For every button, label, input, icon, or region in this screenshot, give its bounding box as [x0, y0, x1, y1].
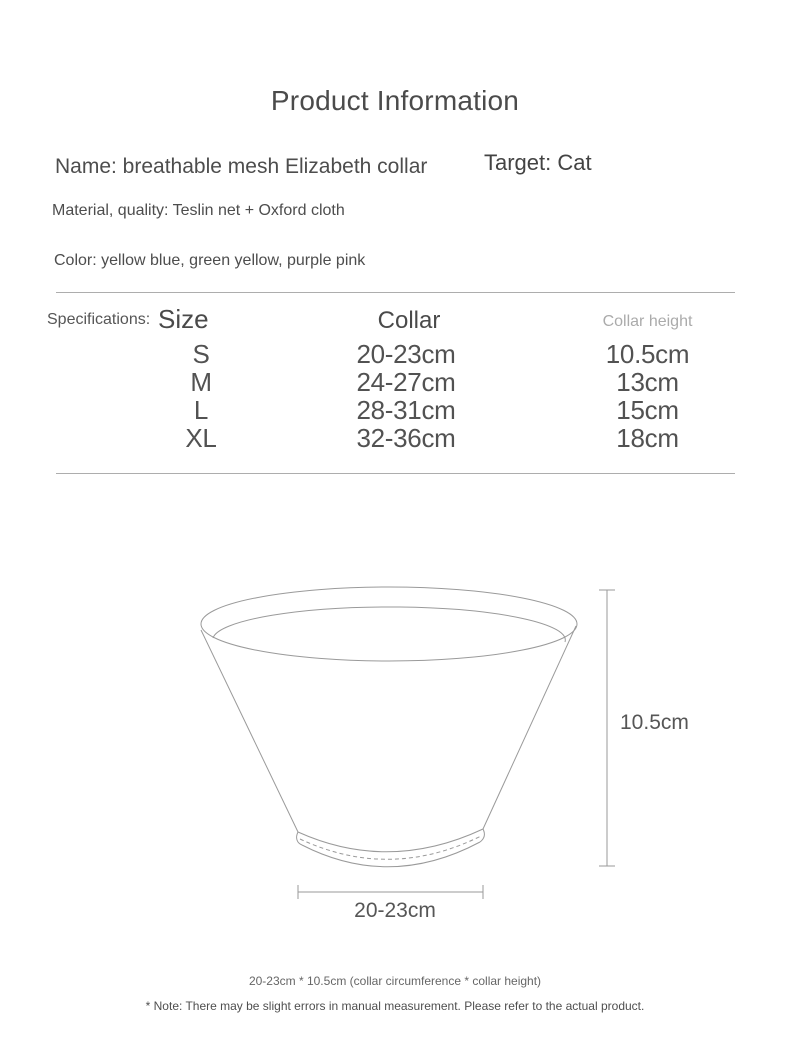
width-dimension-line — [298, 885, 483, 899]
footer-note-text: * Note: There may be slight errors in manual measurement. Please refer to the actual product. — [145, 999, 645, 1013]
divider-top — [56, 292, 735, 293]
height-cell: 15cm — [616, 395, 679, 425]
cone-outline — [201, 587, 577, 832]
height-dimension-line — [599, 590, 615, 866]
product-target-text: Target: Cat — [484, 150, 592, 175]
table-row — [0, 340, 790, 368]
height-cell: 10.5cm — [605, 339, 690, 369]
product-name-text: Name: breathable mesh Elizabeth collar — [55, 155, 428, 178]
height-dimension-label: 10.5cm — [620, 711, 689, 734]
collar-cone-drawing — [150, 560, 690, 940]
size-cell: S — [192, 339, 210, 369]
divider-bottom — [56, 473, 735, 474]
collar-cell: 32-36cm — [356, 423, 456, 453]
width-dimension-label: 20-23cm — [354, 899, 436, 922]
collar-cell: 20-23cm — [356, 339, 456, 369]
page-title: Product Information — [270, 85, 520, 116]
collar-cell: 28-31cm — [356, 395, 456, 425]
column-header-collar: Collar — [377, 307, 441, 334]
table-row — [0, 424, 790, 452]
column-header-size: Size — [158, 304, 209, 334]
specifications-label: Specifications: — [47, 311, 151, 328]
cone-bottom-band — [297, 829, 485, 867]
product-color-text: Color: yellow blue, green yellow, purple pink — [54, 252, 366, 269]
size-cell: L — [193, 395, 209, 425]
size-cell: M — [190, 367, 212, 397]
size-cell: XL — [185, 423, 217, 453]
column-header-collar-height: Collar height — [602, 313, 693, 330]
table-row — [0, 396, 790, 424]
height-cell: 13cm — [616, 367, 679, 397]
product-material-text: Material, quality: Teslin net + Oxford cloth — [52, 202, 345, 219]
height-cell: 18cm — [616, 423, 679, 453]
collar-cell: 24-27cm — [356, 367, 456, 397]
footer-dimensions-text: 20-23cm * 10.5cm (collar circumference * collar height) — [248, 974, 542, 988]
table-row — [0, 368, 790, 396]
